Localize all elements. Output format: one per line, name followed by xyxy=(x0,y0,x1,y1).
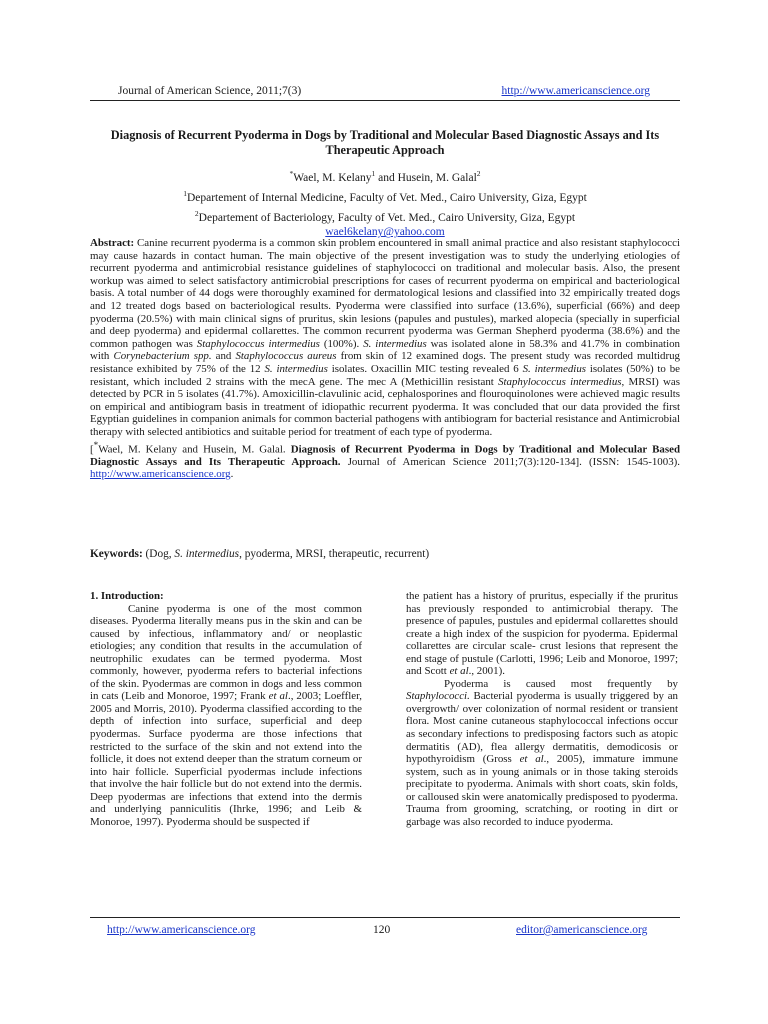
paragraph-text: Bacterial pyoderma is usually triggered by an overgrowth/ over colonization of normal resident or transient flora. Most canine cutaneous staphylococcal infections occur as secondary infections to predisposing factors such as atopic dermatitis (AD), flea allergy dermatitis, demodicosis or hypothyroidism (Gross xyxy=(406,690,678,766)
intro-paragraph xyxy=(90,603,362,829)
citation xyxy=(90,439,680,481)
abstract-text: isolates (50%) to be resistant, which included 2 strains with the mecA gene. The mec A (Methicillin resistant xyxy=(90,362,680,388)
abstract-text: isolates. Oxacillin MIC testing revealed 6 xyxy=(327,362,523,375)
abstract-italic: Staphylococcus intermedius xyxy=(196,337,320,350)
author-1: Wael, M. Kelany xyxy=(293,171,372,184)
author-2: and Husein, M. Galal xyxy=(375,171,477,184)
affiliation-1-text: Departement of Internal Medicine, Faculty of Vet. Med., Cairo University, Giza, Egypt xyxy=(186,191,587,204)
paragraph-italic: Staphylococci. xyxy=(406,690,470,703)
abstract-text: , MRSI) was detected by PCR in 5 isolates (41.7%). Amoxicillin-clavulinic acid, cephalosporines and flouroquinolones were achieved magic results on empirical and antibiogram basis in treatment of idiopathic recurrent pyoderma. It was concluded that our data provided the first Egyptian guidelines in companion animals for common bacterial pathogens with antibiogram for bacterial resistance and Antimicrobial therapy with selected antibiotics and suitable period for treatment of each type of pyoderma. xyxy=(90,375,680,438)
author-2-affil: 2 xyxy=(476,169,481,178)
citation-journal: Journal of American Science 2011;7(3):120-134]. (ISSN: 1545-1003). xyxy=(340,455,680,468)
paper-title: Diagnosis of Recurrent Pyoderma in Dogs by Traditional and Molecular Based Diagnostic Assays and Its Therapeutic Approach xyxy=(110,128,660,157)
abstract-italic: Corynebacterium spp. xyxy=(113,350,212,363)
keywords-italic: S. intermedius xyxy=(174,548,240,560)
abstract-italic: Staphylococcus intermedius xyxy=(498,375,622,388)
abstract-italic: S. intermedius xyxy=(522,362,587,375)
abstract-text: and xyxy=(211,350,236,363)
citation-url-link[interactable]: http://www.americanscience.org xyxy=(90,468,231,481)
section-heading: 1. Introduction: xyxy=(90,590,164,602)
header-url-link[interactable]: http://www.americanscience.org xyxy=(501,85,650,97)
header-rule xyxy=(90,100,680,101)
abstract-label: Abstract: xyxy=(90,237,135,249)
affiliation-1 xyxy=(90,186,680,206)
citation-end: . xyxy=(230,468,234,481)
abstract-text: Canine recurrent pyoderma is a common skin problem encountered in small animal practice and also resistant staphylococci may cause hazards in contact human. The main objective of the present investigation was to study the underlying etiologies of recurrent pyoderma and antimicrobial resistance guidelines of staphylococci on traditional and molecular basis. Also, the present workup was aimed to select satisfactory antimicrobial prescriptions for cases of recurrent pyoderma on empirical and bacteriological basis. A total number of 44 dogs were thoroughly examined for dermatological lesions and classified into 32 empirically treated dogs and 12 treated dogs based on bacteriological results. Pyoderma were classified into surface (13.6%), superficial (66%) and deep pyoderma (20.5%) with main clinical signs of pruritus, skin lesions (papules and pustules), marked alopecia (specially in superficial and deep pyoderma) and epidermal collarettes. The common recurrent pyoderma was German Shepherd pyoderma (38.6%) and the common pathogen was xyxy=(90,237,680,350)
abstract-text: (100%). xyxy=(319,337,364,350)
left-column xyxy=(90,590,362,828)
footer-url-link[interactable]: http://www.americanscience.org xyxy=(107,924,256,936)
author-email-link[interactable]: wael6kelany@yahoo.com xyxy=(325,226,445,239)
footer-rule xyxy=(90,917,680,918)
paragraph-italic: et al xyxy=(268,690,288,703)
intro-paragraph-continued xyxy=(406,590,678,678)
page-number: 120 xyxy=(373,924,391,936)
footer-email-link[interactable]: editor@americanscience.org xyxy=(516,924,648,936)
running-header xyxy=(118,85,650,97)
corresponding-mark: * xyxy=(289,169,294,178)
paragraph-italic: et al xyxy=(519,753,544,766)
keywords-text: (Dog, xyxy=(142,548,175,560)
affiliation-2-mark: 2 xyxy=(194,208,199,218)
paragraph-text: Canine pyoderma is one of the most common diseases. Pyoderma literally means pus in the skin and can be caused by infectious, inflammatory and/ or neoplastic etiologies; any condition that results in the accumulation of neutrophilic exudates can be termed pyoderma. Most commonly, however, pyoderma refers to bacterial infections of the skin. Pyodermas are common in dogs and less common in cats (Leib and Monoroe, 1997; Frank xyxy=(90,602,362,703)
paragraph-text: ., 2001). xyxy=(468,665,505,678)
affiliation-2 xyxy=(90,206,680,226)
paragraph-text: ., 2003; Loeffler, 2005 and Morris, 2010). Pyoderma classified according to the depth of infection into surface, superficial and deep pyodermas. Surface pyoderma are those infections that restricted to the surface of the skin and not extend into the follicle, it does not extend deeper than the stratum corneum or into hair follicle. Superficial pyodermas include infections that involve the hair follicle but do not extend into the dermis. Deep pyodermas are infections that extend into the dermis and underlying panniculitis (Ihrke, 1996; and Leib & Monoroe, 1997). Pyoderma should be suspected if xyxy=(90,690,362,828)
paragraph-text: Pyoderma is caused most frequently by xyxy=(444,677,678,690)
keywords-text: , pyoderma, MRSI, therapeutic, recurrent) xyxy=(239,548,430,560)
citation-star: * xyxy=(93,439,99,450)
abstract-text: was isolated alone in 58.3% and 41.7% in combination with xyxy=(90,337,680,363)
paragraph-text: the patient has a history of pruritus, especially if the pruritus has previously responded to antimicrobial therapy. The presence of papules, pustules and epidermal collarettes should create a high index of the suspicion for pyoderma. Epidermal collarettes are circular scale- crust lesions that represent the end stage of pustule (Carlotti, 1996; Leib and Monoroe, 1997; and Scott xyxy=(406,590,678,678)
intro-paragraph-2 xyxy=(406,678,678,829)
affiliation-1-mark: 1 xyxy=(183,188,187,198)
paragraph-text: ., 2005), immature immune system, such as in young animals or in those taking steroids precipitate to pyoderma. Animals with short coats, skin folds, or calloused skin were anatomically predisposed to pyoderma. Trauma from grooming, scratching, or rooting in dirt or garbage was also recorded to induce pyoderma. xyxy=(406,753,678,828)
citation-authors: Wael, M. Kelany and Husein, M. Galal. xyxy=(98,443,286,456)
abstract-italic: Staphylococcus aureus xyxy=(235,350,337,363)
abstract-body xyxy=(90,237,680,439)
paragraph-italic: et al xyxy=(449,665,469,678)
keywords-label: Keywords: xyxy=(90,548,143,560)
right-column xyxy=(406,590,678,828)
authors-block xyxy=(90,166,680,240)
abstract-italic: S. intermedius xyxy=(264,362,328,375)
citation-title: Diagnosis of Recurrent Pyoderma in Dogs by Traditional and Molecular Based Diagnostic Assays and Its Therapeutic Approach. xyxy=(90,443,680,468)
author-line xyxy=(90,166,680,186)
citation-bracket: [ xyxy=(90,443,94,456)
abstract-text: from skin of 12 examined dogs. The present study was recorded multidrug resistance exhibited by 75% of the 12 xyxy=(90,350,680,375)
keywords xyxy=(90,548,680,560)
journal-citation: Journal of American Science, 2011;7(3) xyxy=(118,85,302,97)
author-1-affil: 1 xyxy=(371,169,376,178)
affiliation-2-text: Departement of Bacteriology, Faculty of Vet. Med., Cairo University, Giza, Egypt xyxy=(198,211,576,224)
abstract xyxy=(90,237,680,481)
abstract-italic: S. intermedius xyxy=(363,337,427,350)
